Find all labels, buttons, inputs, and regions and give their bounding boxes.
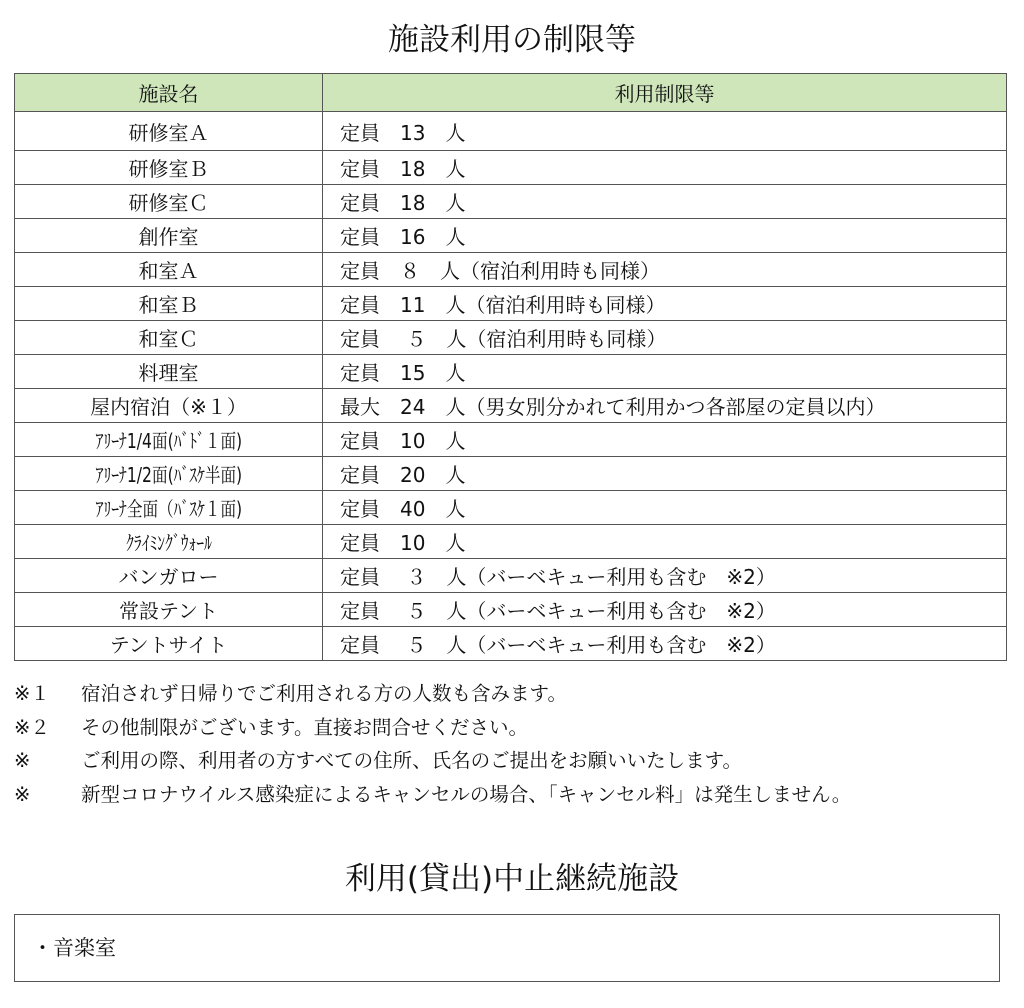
note-text: ご利用の際、利用者の方すべての住所、氏名のご提出をお願いいたします。	[81, 749, 743, 772]
note-text: 宿泊されず日帰りでご利用される方の人数も含みます。	[81, 682, 567, 705]
usage-limit: 定員 20 人	[323, 457, 1007, 491]
usage-limit: 定員 11 人（宿泊利用時も同様）	[323, 287, 1007, 321]
table-row	[15, 491, 1007, 525]
note-text: その他制限がございます。直接お問合せください。	[81, 715, 528, 739]
note-mark: ※	[14, 782, 31, 806]
table-row	[15, 457, 1007, 491]
usage-limit: 最大 24 人（男女別分かれて利用かつ各部屋の定員以内）	[323, 389, 1007, 423]
table-header-row	[15, 74, 1007, 112]
table-row	[15, 219, 1007, 253]
note-item	[14, 679, 1014, 713]
facility-limits-table	[14, 73, 1007, 661]
facility-name: 屋内宿泊（※１）	[15, 389, 323, 423]
facility-name: 和室Ａ	[15, 253, 323, 287]
facility-name: ｱﾘｰﾅ1/4面(ﾊﾞﾄﾞ１面)	[15, 423, 323, 457]
usage-limit: 定員 10 人	[323, 525, 1007, 559]
table-row	[15, 112, 1007, 151]
table-row	[15, 151, 1007, 185]
facility-name: 研修室Ｃ	[15, 185, 323, 219]
header-facility-name: 施設名	[15, 74, 323, 112]
facility-name: ｱﾘｰﾅ1/2面(ﾊﾞｽｹ半面)	[15, 457, 323, 491]
note-item	[14, 713, 1014, 747]
usage-limit: 定員 10 人	[323, 423, 1007, 457]
usage-limit: 定員 ５ 人（バーベキュー利用も含む ※2）	[323, 627, 1007, 661]
usage-limit: 定員 ３ 人（バーベキュー利用も含む ※2）	[323, 559, 1007, 593]
note-item	[14, 746, 1014, 780]
usage-limit: 定員 ８ 人（宿泊利用時も同様）	[323, 253, 1007, 287]
facility-name: 和室Ｂ	[15, 287, 323, 321]
facility-name: 常設テント	[15, 593, 323, 627]
section-title: 利用(貸出)中止継続施設	[344, 861, 680, 897]
table-row	[15, 593, 1007, 627]
table-row	[15, 185, 1007, 219]
usage-limit: 定員 ５ 人（宿泊利用時も同様）	[323, 321, 1007, 355]
note-item	[14, 780, 1014, 814]
facility-name: テントサイト	[15, 627, 323, 661]
usage-limit: 定員 16 人	[323, 219, 1007, 253]
usage-limit: 定員 ５ 人（バーベキュー利用も含む ※2）	[323, 593, 1007, 627]
note-mark: ※	[14, 749, 31, 772]
usage-limit: 定員 18 人	[323, 151, 1007, 185]
table-row	[15, 627, 1007, 661]
table-row	[15, 389, 1007, 423]
usage-limit: 定員 40 人	[323, 491, 1007, 525]
table-row	[15, 321, 1007, 355]
suspended-facilities-box	[14, 914, 1000, 982]
facility-name: ｱﾘｰﾅ全面（ﾊﾞｽｹ１面)	[15, 491, 323, 525]
usage-limit: 定員 15 人	[323, 355, 1007, 389]
facility-name: 研修室Ｂ	[15, 151, 323, 185]
table-row	[15, 253, 1007, 287]
table-row	[15, 423, 1007, 457]
note-text: 新型コロナウイルス感染症によるキャンセルの場合、「キャンセル料」は発生しません。	[81, 782, 852, 806]
usage-limit: 定員 13 人	[323, 112, 1007, 151]
facility-name: ｸﾗｲﾐﾝｸﾞｳｫｰﾙ	[15, 525, 323, 559]
facility-name: 研修室Ａ	[15, 112, 323, 151]
table-row	[15, 559, 1007, 593]
page-title: 施設利用の制限等	[388, 22, 636, 58]
note-mark: ※１	[14, 682, 50, 705]
facility-name: 料理室	[15, 355, 323, 389]
facility-name: 和室Ｃ	[15, 321, 323, 355]
header-usage-limit: 利用制限等	[323, 74, 1007, 112]
suspended-facility-item: ・音楽室	[32, 936, 116, 960]
table-row	[15, 287, 1007, 321]
table-row	[15, 355, 1007, 389]
facility-name: バンガロー	[15, 559, 323, 593]
note-mark: ※２	[14, 715, 50, 739]
facility-name: 創作室	[15, 219, 323, 253]
notes	[14, 679, 1014, 813]
table-row	[15, 525, 1007, 559]
usage-limit: 定員 18 人	[323, 185, 1007, 219]
